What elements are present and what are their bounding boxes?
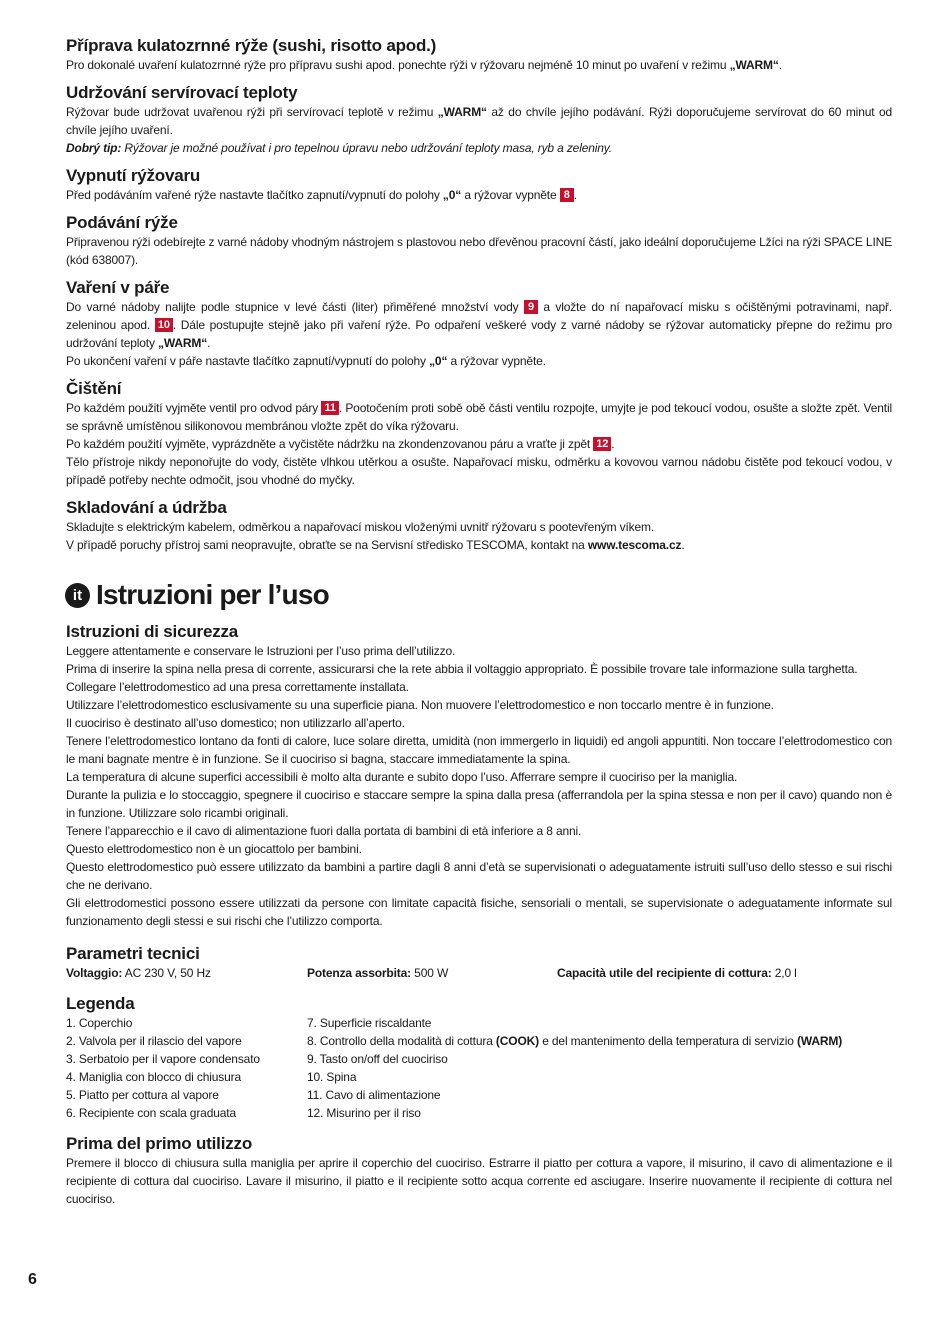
section-title: Vypnutí rýžovaru: [66, 166, 201, 185]
legend-item: 2. Valvola per il rilascio del vapore: [66, 1034, 242, 1048]
section-serving-rice: [66, 213, 892, 269]
manual-page: [66, 36, 892, 1217]
section-text: Pro dokonalé uvaření kulatozrnné rýže pro přípravu sushi apod. ponechte rýži v rýžovaru nejméně 10 minut po uvaření v režimu „WARM“.: [66, 58, 782, 72]
section-text: Připravenou rýži odebírejte z varné nádoby vhodným nástrojem s plastovou nebo dřevěnou pracovní částí, jako ideální doporučujeme Lžíci na rýži SPACE LINE (kód 638007).: [66, 235, 892, 267]
part-number-badge: 9: [524, 300, 538, 314]
legend-item: 7. Superficie riscaldante: [307, 1016, 432, 1030]
part-number-badge: 8: [560, 188, 574, 202]
section-steaming: [66, 278, 892, 370]
section-title: Legenda: [66, 994, 135, 1013]
legend-column: [307, 1014, 842, 1122]
section-title: Vaření v páře: [66, 278, 170, 297]
param-power: Potenza assorbita: 500 W: [307, 966, 449, 980]
section-title: Parametri tecnici: [66, 944, 200, 963]
language-title: Istruzioni per l’uso: [96, 579, 329, 610]
legend-item: 12. Misurino per il riso: [307, 1106, 421, 1120]
section-text: Rýžovar bude udržovat uvařenou rýži při servírovací teplotě v režimu „WARM“ až do chvíle jejího podávání. Rýži doporučujeme servírovat do 60 minut od chvíle jejího uvaření.: [66, 105, 892, 137]
section-short-grain-rice: [66, 36, 892, 74]
section-title: Příprava kulatozrnné rýže (sushi, risotto apod.): [66, 36, 437, 55]
safety-line: Collegare l’elettrodomestico ad una presa correttamente installata.: [66, 680, 409, 694]
safety-line: Durante la pulizia e lo stoccaggio, spegnere il cuociriso e staccare sempre la spina dalla presa (afferrandola per la spina stessa e non per il cavo) quando non è in funzione. Utilizzare solo ricambi originali.: [66, 788, 892, 820]
safety-line: Tenere l’apparecchio e il cavo di alimentazione fuori dalla portata di bambini di età inferiore a 8 anni.: [66, 824, 582, 838]
section-serving-temperature: [66, 83, 892, 157]
section-text: Po každém použití vyjměte, vyprázdněte a vyčistěte nádržku na zkondenzovanou páru a vraťte ji zpět 12 .: [66, 437, 615, 451]
legend-item: 1. Coperchio: [66, 1016, 133, 1030]
param-capacity: Capacità utile del recipiente di cottura: 2,0 l: [557, 966, 797, 980]
legend-item: 9. Tasto on/off del cuociriso: [307, 1052, 448, 1066]
section-text: Tělo přístroje nikdy neponořujte do vody, čistěte vlhkou utěrkou a osušte. Napařovací misku, odměrku a kovovou varnou nádobu čistěte pod tekoucí vodou, v případě potřeby nechte odmočit, jsou vhodné do myčky.: [66, 455, 892, 487]
legend-item: 10. Spina: [307, 1070, 357, 1084]
section-first-use: [66, 1134, 892, 1208]
section-text: Do varné nádoby nalijte podle stupnice v levé části (liter) přiměřené množství vody 9 a vložte do ní napařovací misku s očištěnými potravinami, např. zeleninou apod. 10 . Dále postupujte stejně jako při vaření rýže. Po odpaření veškeré vody z varné nádoby se rýžovar automaticky přepne do režimu pro udržování teploty „WARM“.: [66, 300, 892, 350]
section-text: Po ukončení vaření v páře nastavte tlačítko zapnutí/vypnutí do polohy „0“ a rýžovar vypněte.: [66, 354, 546, 368]
safety-line: Questo elettrodomestico non è un giocattolo per bambini.: [66, 842, 362, 856]
section-title: Prima del primo utilizzo: [66, 1134, 253, 1153]
safety-line: Prima di inserire la spina nella presa di corrente, assicurarsi che la rete abbia il voltaggio appropriato. È possibile trovare tale informazione sulla targhetta.: [66, 662, 858, 676]
section-safety: [66, 622, 892, 930]
legend-item: 6. Recipiente con scala graduata: [66, 1106, 236, 1120]
section-legend: [66, 994, 892, 1122]
safety-line: Utilizzare l’elettrodomestico esclusivamente su una superficie piana. Non muovere l’elettrodomestico e non toccarlo mentre è in funzione.: [66, 698, 774, 712]
safety-line: Tenere l’elettrodomestico lontano da fonti di calore, luce solare diretta, umidità (non immergerlo in liquidi) ed angoli appuntiti. Non toccare l’elettrodomestico con le mani bagnate mentre è in funzione. Se il cuociriso si bagna, staccare immediatamente la spina.: [66, 734, 892, 766]
safety-line: Questo elettrodomestico può essere utilizzato da bambini a partire dagli 8 anni d’età se supervisionati o adeguatamente istruiti sull’uso dello stesso e sui rischi che ne derivano.: [66, 860, 892, 892]
section-title: Podávání rýže: [66, 213, 178, 232]
section-switch-off: [66, 166, 892, 204]
section-text: V případě poruchy přístroj sami neopravujte, obraťte se na Servisní středisko TESCOMA, kontakt na www.tescoma.cz.: [66, 538, 685, 552]
section-text: Skladujte s elektrickým kabelem, odměrkou a napařovací miskou vloženými uvnitř rýžovaru s pootevřeným víkem.: [66, 520, 655, 534]
website-link[interactable]: www.tescoma.cz: [587, 538, 682, 552]
section-cleaning: [66, 379, 892, 489]
language-it-icon: it: [65, 583, 90, 608]
parameters-row: [66, 964, 892, 982]
page-number: 6: [28, 1271, 37, 1288]
section-storage: [66, 498, 892, 554]
safety-line: La temperatura di alcune superfici accessibili è molto alta durante e subito dopo l’uso. Afferrare sempre il cuociriso per la maniglia.: [66, 770, 738, 784]
legend-item: 4. Maniglia con blocco di chiusura: [66, 1070, 241, 1084]
tip-text: Dobrý tip: Rýžovar je možné používat i pro tepelnou úpravu nebo udržování teploty masa, ryb a zeleniny.: [66, 141, 612, 155]
legend-item: 5. Piatto per cottura al vapore: [66, 1088, 219, 1102]
section-title: Čištění: [66, 379, 122, 398]
section-text: Po každém použití vyjměte ventil pro odvod páry 11 . Pootočením proti sobě obě části ventilu rozpojte, umyjte je pod tekoucí vodou, osušte a složte zpět. Ventil se správně umístěnou silikonovou membránou vložte zpět do víka rýžovaru.: [66, 401, 892, 433]
section-title: Istruzioni di sicurezza: [66, 622, 239, 641]
section-text: Před podáváním vařené rýže nastavte tlačítko zapnutí/vypnutí do polohy „0“ a rýžovar vypněte 8 .: [66, 188, 577, 202]
part-number-badge: 12: [593, 437, 611, 451]
part-number-badge: 11: [321, 401, 338, 415]
legend-item: 8. Controllo della modalità di cottura (COOK) e del mantenimento della temperatura di servizio (WARM): [307, 1034, 843, 1048]
part-number-badge: 10: [155, 318, 173, 332]
safety-line: Il cuociriso è destinato all’uso domestico; non utilizzarlo all’aperto.: [66, 716, 405, 730]
section-title: Udržování servírovací teploty: [66, 83, 298, 102]
language-heading: [65, 580, 892, 610]
legend-item: 3. Serbatoio per il vapore condensato: [66, 1052, 260, 1066]
safety-line: Gli elettrodomestici possono essere utilizzati da persone con limitate capacità fisiche, sensoriali o mentali, se supervisionate o adeguatamente informate sul funzionamento degli stessi e sui rischi che l’utilizzo comporta.: [66, 896, 892, 928]
section-title: Skladování a údržba: [66, 498, 227, 517]
section-technical-parameters: [66, 944, 892, 982]
safety-line: Leggere attentamente e conservare le Istruzioni per l’uso prima dell’utilizzo.: [66, 644, 456, 658]
param-voltage: Voltaggio: AC 230 V, 50 Hz: [66, 966, 211, 980]
section-text: Premere il blocco di chiusura sulla maniglia per aprire il coperchio del cuociriso. Estrarre il piatto per cottura a vapore, il misurino, il cavo di alimentazione e il recipiente di cottura dal cuociriso. Lavare il misurino, il piatto e il recipiente sotto acqua corrente ed asciugare. Inserire nuovamente il recipiente di cottura nel cuociriso.: [66, 1156, 892, 1206]
legend-list: [66, 1014, 892, 1122]
legend-item: 11. Cavo di alimentazione: [307, 1088, 441, 1102]
legend-column: [66, 1014, 307, 1122]
